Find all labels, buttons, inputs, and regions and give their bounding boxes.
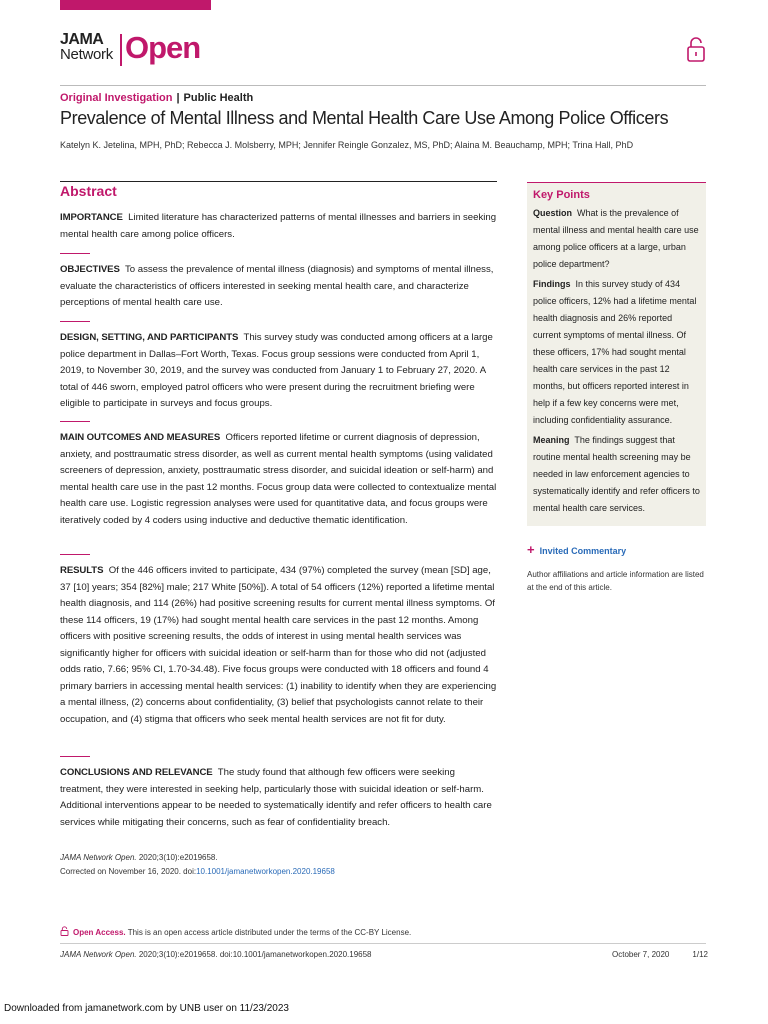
invited-commentary-link[interactable]	[527, 543, 626, 558]
footer-ref: 2020;3(10):e2019658. doi:10.1001/jamanetworkopen.2020.19658	[138, 950, 372, 959]
meaning-label: Meaning	[533, 435, 570, 445]
open-access-text: This is an open access article distributed under the terms of the CC-BY License.	[127, 928, 412, 937]
section-text: Officers reported lifetime or current diagnosis of depression, anxiety, and posttraumatic stress disorder, as well as current mental health symptoms (using validated screeners of depression, anxiety, posttraumatic stress disorder, and suicidal ideation or self-harm) and mental health care use in the past 12 months. Focus group data were collected to contextualize mental health care use. Logistic regression analyses were used for quantitative data, and focus groups were iteratively coded by 4 coders using inductive and deductive thematic identification.	[60, 432, 497, 526]
open-access-lock-icon	[60, 926, 69, 936]
footer-citation	[60, 949, 372, 961]
article-category	[60, 91, 253, 105]
key-points-findings	[533, 276, 700, 429]
citation-journal: JAMA Network Open.	[60, 853, 137, 862]
footer-date: October 7, 2020	[612, 950, 670, 959]
abstract-conclusions	[60, 765, 497, 831]
question-text: What is the prevalence of mental illness and mental health care use among police officers at a large, urban police department?	[533, 208, 699, 269]
affiliations-note: Author affiliations and article information are listed at the end of this article.	[527, 570, 704, 592]
citation-line	[60, 851, 500, 865]
key-points-heading: Key Points	[533, 189, 590, 201]
abstract-outcomes	[60, 430, 497, 529]
section-text: The study found that although few officers were seeking treatment, they were interested in seeking help, particularly those with suicidal ideation or self-harm. Additional interventions appear to be needed to systematically identify and refer officers to health care services while mitigating their concerns, such as fear of confidentiality breach.	[60, 767, 492, 828]
section-divider	[60, 756, 90, 757]
plus-icon: +	[527, 542, 535, 557]
key-points-box	[527, 182, 706, 526]
abstract-heading: Abstract	[60, 183, 117, 199]
findings-label: Findings	[533, 279, 571, 289]
category-label[interactable]: Original Investigation	[60, 92, 173, 104]
abstract-objectives	[60, 262, 497, 312]
citation-block	[60, 851, 500, 879]
abstract-importance	[60, 210, 497, 243]
findings-text: In this survey study of 434 police officers, 12% had a lifetime mental health diagnosis and 26% reported current symptoms of mental illness. Of these officers, 17% had sought mental health care services in the past 12 months, but officers reported interest in help if a few key concerns were met, including confidentiality assurance.	[533, 279, 697, 425]
section-label: MAIN OUTCOMES AND MEASURES	[60, 432, 221, 443]
doi-link[interactable]: 10.1001/jamanetworkopen.2020.19658	[196, 867, 335, 876]
meaning-text: The findings suggest that routine mental health screening may be needed in law enforcement agencies to systematically identify and refer officers to mental health care services.	[533, 435, 700, 513]
logo-network-text: Network	[60, 46, 113, 63]
section-text: To assess the prevalence of mental illness (diagnosis) and symptoms of mental illness, evaluate the characteristics of officers interested in seeking mental health care, and characterize perceptions of mental health care use.	[60, 264, 494, 308]
logo-divider	[120, 34, 122, 66]
correction-text: Corrected on November 16, 2020. doi:	[60, 867, 197, 876]
footer-meta	[612, 949, 708, 961]
article-title: Prevalence of Mental Illness and Mental Health Care Use Among Police Officers	[60, 108, 669, 128]
section-label: IMPORTANCE	[60, 212, 123, 223]
section-label: CONCLUSIONS AND RELEVANCE	[60, 767, 213, 778]
abstract-results	[60, 563, 497, 728]
key-points-meaning	[533, 432, 700, 517]
section-label: OBJECTIVES	[60, 264, 120, 275]
category-separator: |	[176, 92, 180, 104]
section-text: Limited literature has characterized patterns of mental illnesses and barriers in seeking mental health care among police officers.	[60, 212, 497, 240]
section-label: DESIGN, SETTING, AND PARTICIPANTS	[60, 332, 239, 343]
open-access-notice	[60, 926, 411, 939]
open-access-label[interactable]: Open Access.	[73, 928, 126, 937]
download-notice: Downloaded from jamanetwork.com by UNB user on 11/23/2023	[4, 1003, 289, 1014]
logo-jama-text: JAMA	[60, 31, 104, 48]
section-divider	[60, 253, 90, 254]
citation-ref: 2020;3(10):e2019658.	[138, 853, 218, 862]
footer-journal: JAMA Network Open.	[60, 950, 137, 959]
section-divider	[60, 554, 90, 555]
section-text: Of the 446 officers invited to participate, 434 (97%) completed the survey (mean [SD] age, 37 [10] years; 354 [82%] male; 217 White [50%]). A total of 54 officers (12%) reported a lifetime mental health diagnosis, and 114 (26%) had positive screening results for current mental illness symptoms. Of these 114 officers, 19 (17%) had sought mental health care services in the past 12 months. Among officers with positive screening results, the odds of interest in using mental health services was significantly higher for officers with suicidal ideation or self-harm than for those who did not (adjusted odds ratio, 7.66; 95% CI, 1.70-34.48). Five focus groups were conducted with 18 officers and found 4 primary barriers in accessing mental health services: (1) inability to identify when they are experiencing a mental illness, (2) concerns about confidentiality, (3) belief that psychologists cannot relate to their occupation, and (4) stigma that officers who seek mental health services are not fit for duty.	[60, 565, 497, 725]
correction-line	[60, 865, 500, 879]
abstract-design	[60, 330, 497, 413]
header-rule	[60, 85, 706, 86]
brand-top-bar	[60, 0, 211, 10]
logo-open-text: Open	[125, 30, 201, 65]
section-divider	[60, 421, 90, 422]
subcategory-label[interactable]: Public Health	[183, 92, 254, 104]
invited-commentary-label: Invited Commentary	[539, 546, 627, 556]
abstract-rule	[60, 181, 497, 182]
key-points-question	[533, 205, 700, 273]
page-number: 1/12	[692, 950, 708, 959]
section-label: RESULTS	[60, 565, 104, 576]
section-divider	[60, 321, 90, 322]
question-label: Question	[533, 208, 573, 218]
open-lock-icon	[686, 36, 706, 62]
author-list: Katelyn K. Jetelina, MPH, PhD; Rebecca J. Molsberry, MPH; Jennifer Reingle Gonzalez, MS, PhD; Alaina M. Beauchamp, MPH; Trina Hall, PhD	[60, 140, 634, 150]
section-text: This survey study was conducted among officers at a large police department in Dallas–Fort Worth, Texas. Focus group sessions were conducted from April 1, 2019, to November 30, 2019, and the survey was conducted from January 1 to February 27, 2020. A total of 446 sworn, employed patrol officers who were present during the recruitment briefing were eligible to participate in surveys and focus groups.	[60, 332, 493, 409]
footer-rule	[60, 943, 706, 944]
